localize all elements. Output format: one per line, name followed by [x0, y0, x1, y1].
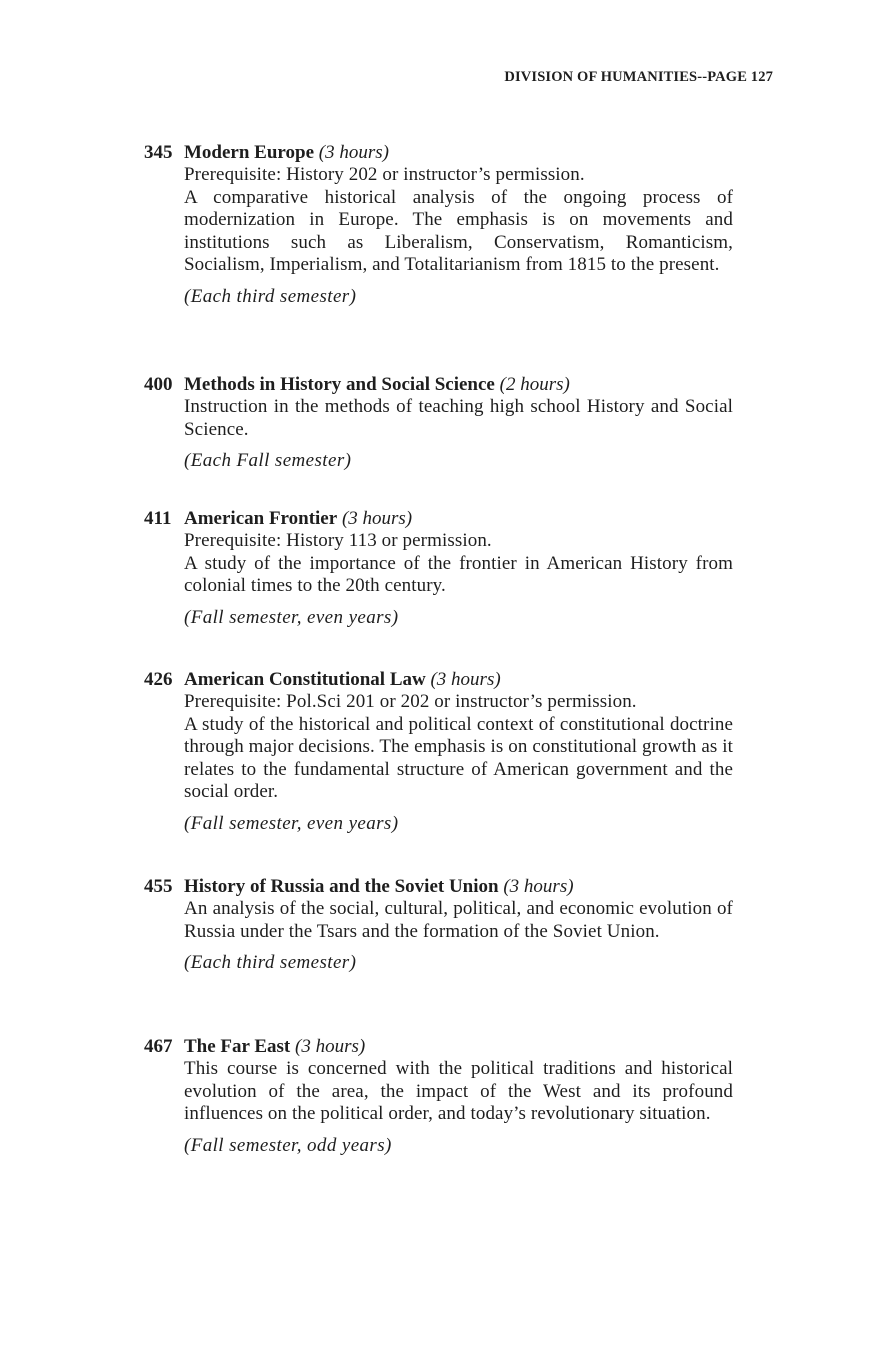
- course-heading: [144, 669, 734, 691]
- course-heading: [144, 1036, 734, 1058]
- course-entry-345: [144, 142, 734, 309]
- course-offering: (Each third semester): [184, 285, 357, 307]
- course-hours: (2 hours): [499, 374, 570, 395]
- course-offering: (Fall semester, even years): [184, 606, 399, 628]
- course-body: [184, 691, 733, 836]
- course-number: 400: [144, 374, 173, 395]
- course-prerequisite: Prerequisite: Pol.Sci 201 or 202 or instructor’s permission.: [184, 691, 637, 712]
- course-number: 345: [144, 142, 173, 163]
- course-entry-400: [144, 374, 734, 473]
- running-header: DIVISION OF HUMANITIES--PAGE 127: [504, 69, 773, 85]
- course-title: American Constitutional Law: [184, 669, 426, 690]
- course-entry-467: [144, 1036, 734, 1157]
- course-prerequisite: Prerequisite: History 113 or permission.: [184, 530, 492, 551]
- course-offering: (Fall semester, odd years): [184, 1134, 392, 1156]
- course-hours: (3 hours): [430, 669, 501, 690]
- course-hours: (3 hours): [503, 876, 574, 897]
- course-description: An analysis of the social, cultural, political, and economic evolution of Russia under the Tsars and the formation of the Soviet Union.: [184, 898, 733, 942]
- course-offering: (Each Fall semester): [184, 450, 352, 472]
- course-entry-426: [144, 669, 734, 836]
- course-heading: [144, 142, 734, 164]
- course-body: [184, 530, 733, 629]
- course-number: 467: [144, 1036, 173, 1057]
- course-number: 426: [144, 669, 173, 690]
- course-offering: (Fall semester, even years): [184, 812, 399, 834]
- course-body: [184, 898, 733, 975]
- course-title: Modern Europe: [184, 142, 315, 163]
- course-hours: (3 hours): [341, 508, 413, 529]
- course-description: Instruction in the methods of teaching high school History and Social Science.: [184, 396, 733, 440]
- course-body: [184, 396, 733, 473]
- course-description: This course is concerned with the political traditions and historical evolution of the area, the impact of the West and its profound influences on the political order, and today’s revolutionary situation.: [184, 1058, 733, 1125]
- course-entry-411: [144, 508, 734, 629]
- course-heading: [144, 508, 734, 530]
- course-hours: (3 hours): [318, 142, 389, 163]
- course-number: 411: [144, 508, 172, 529]
- course-title: History of Russia and the Soviet Union: [184, 876, 499, 897]
- course-hours: (3 hours): [295, 1036, 366, 1057]
- course-prerequisite: Prerequisite: History 202 or instructor’s permission.: [184, 164, 585, 185]
- course-description: A study of the historical and political context of constitutional doctrine through major decisions. The emphasis is on constitutional growth as it relates to the fundamental structure of American government and the social order.: [184, 713, 733, 803]
- course-title: The Far East: [184, 1036, 291, 1057]
- course-heading: [144, 374, 734, 396]
- course-body: [184, 1058, 733, 1157]
- course-entry-455: [144, 876, 734, 975]
- course-description: A study of the importance of the frontier in American History from colonial times to the 20th century.: [184, 552, 733, 597]
- course-offering: (Each third semester): [184, 952, 357, 974]
- course-heading: [144, 876, 734, 898]
- course-description: A comparative historical analysis of the ongoing process of modernization in Europe. The emphasis is on movements and institutions such as Liberalism, Conservatism, Romanticism, Socialism, Imperialism, and Totalitarianism from 1815 to the present.: [184, 186, 733, 276]
- course-title: Methods in History and Social Science: [184, 374, 495, 395]
- course-number: 455: [144, 876, 173, 897]
- course-body: [184, 164, 733, 309]
- course-title: American Frontier: [184, 508, 338, 529]
